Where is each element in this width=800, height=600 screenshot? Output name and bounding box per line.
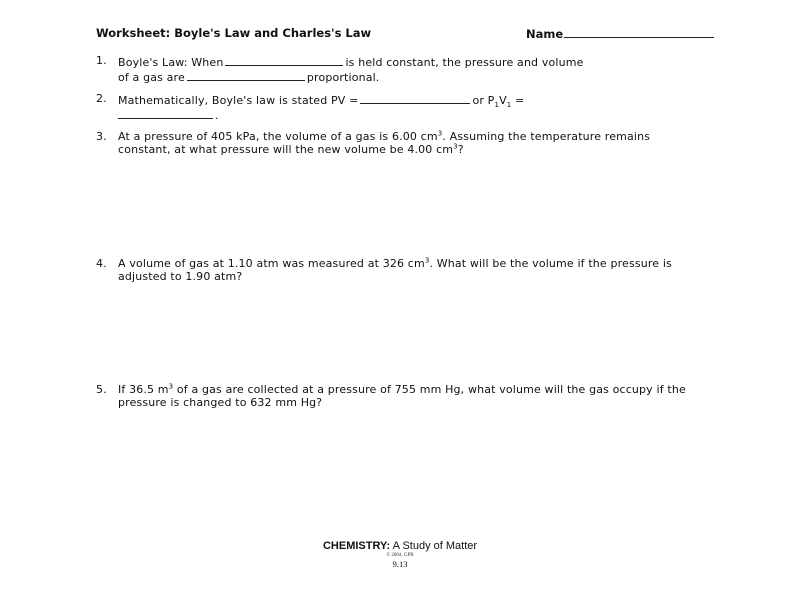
q1-text-part: of a gas are: [118, 70, 185, 84]
superscript: 3: [437, 129, 443, 138]
q2-text-part: .: [215, 108, 219, 122]
footer-brand: [0, 540, 800, 553]
q2-text-part: V: [499, 94, 507, 107]
superscript: 3: [168, 382, 174, 391]
footer-brand-bold: CHEMISTRY:: [322, 540, 391, 552]
question-2: [96, 92, 706, 122]
q2-text-part: Mathematically, Boyle's law is stated PV =: [118, 94, 359, 107]
q3-text-part: ?: [457, 142, 464, 156]
question-text: [118, 93, 703, 122]
question-number: 5.: [96, 383, 107, 396]
q1-text-part: proportional.: [306, 70, 380, 84]
question-text: [118, 55, 703, 84]
answer-blank: [360, 93, 470, 104]
worksheet-header: [96, 25, 716, 41]
question-text: [118, 258, 703, 283]
q4-text-part: A volume of gas at 1.10 atm was measured at 326 cm: [118, 257, 425, 270]
superscript: 3: [424, 256, 430, 265]
question-3: [96, 131, 706, 169]
question-4: [96, 258, 706, 284]
q3-text-part: . Assuming the temperature remains constant, at what pressure will the new volume be 4.00 cm: [118, 130, 651, 156]
q4-text-part: . What will be the volume if the pressure is adjusted to 1.90 atm?: [118, 257, 672, 283]
footer-brand-rest: A Study of Matter: [390, 540, 478, 552]
q1-text-part: Boyle's Law: When: [118, 56, 224, 69]
question-number: 3.: [96, 130, 107, 143]
subscript: 1: [506, 101, 512, 110]
question-text: [118, 131, 703, 156]
superscript: 3: [453, 141, 458, 150]
answer-blank: [187, 70, 305, 81]
q3-text-part: At a pressure of 405 kPa, the volume of a gas is 6.00 cm: [118, 130, 438, 143]
q2-text-part: or P: [472, 94, 495, 107]
page-footer: [0, 540, 800, 569]
question-number: 1.: [96, 54, 107, 67]
subscript: 1: [494, 101, 500, 110]
q5-text-part: of a gas are collected at a pressure of 755 mm Hg, what volume will the gas occupy if the pressure is changed to 632 mm Hg?: [118, 383, 686, 409]
worksheet-title: Worksheet: Boyle's Law and Charles's Law: [96, 26, 372, 40]
question-text: [118, 384, 703, 409]
question-5: [96, 384, 706, 410]
q1-text-part: is held constant, the pressure and volume: [345, 56, 584, 69]
q2-text-part: =: [511, 94, 525, 107]
answer-blank: [225, 55, 343, 66]
question-number: 4.: [96, 257, 107, 270]
q5-text-part: If 36.5 m: [118, 383, 169, 396]
name-field: [526, 25, 714, 42]
footer-page-number: 9.13: [392, 559, 408, 569]
name-blank: [564, 25, 714, 38]
question-1: [96, 54, 706, 84]
name-label: Name: [526, 27, 564, 41]
answer-blank: [118, 108, 213, 119]
question-number: 2.: [96, 92, 107, 105]
footer-copyright: © 2004, GPB: [386, 553, 414, 558]
